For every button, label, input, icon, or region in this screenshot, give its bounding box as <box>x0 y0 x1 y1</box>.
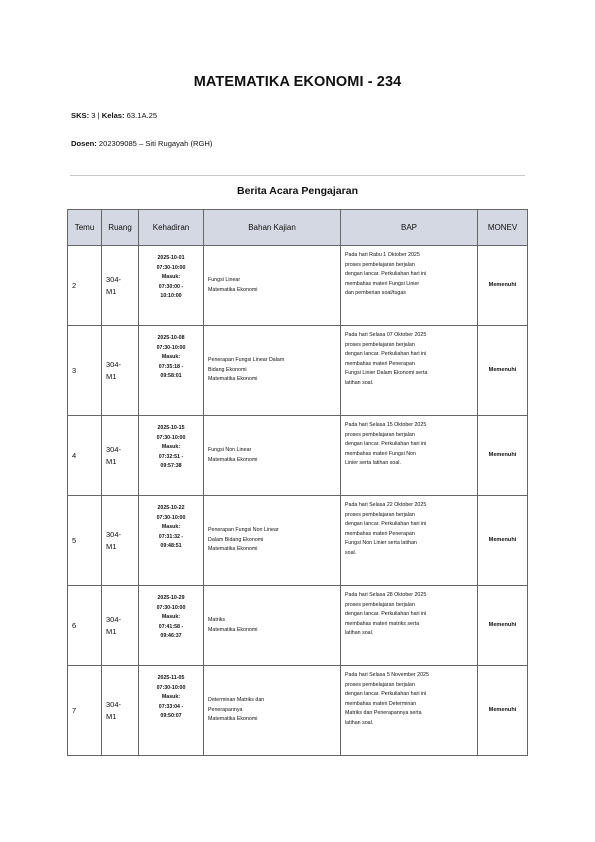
kehadiran-line: 07:41:58 - <box>158 623 184 630</box>
bahan-line: Bidang Ekonomi <box>208 366 247 373</box>
bahan-line: Penerapan Fungsi Non Linear <box>208 527 279 534</box>
bap-line: latihan soal. <box>345 379 374 386</box>
kehadiran-line: 07:30-10:00 <box>156 264 186 271</box>
cell-temu: 4 <box>68 416 102 496</box>
cell-monev: Memenuhi <box>478 326 528 416</box>
cell-bahan-kajian <box>204 496 341 586</box>
cell-temu: 5 <box>68 496 102 586</box>
table-row <box>68 496 528 586</box>
ruang-line: M1 <box>106 711 117 721</box>
cell-monev: Memenuhi <box>478 496 528 586</box>
kehadiran-line: 2025-10-08 <box>157 335 185 341</box>
cell-bahan-kajian <box>204 586 341 666</box>
cell-ruang <box>102 246 139 326</box>
bap-line: membahas materi Penerapan <box>345 360 415 367</box>
bap-line: proses pembelajaran berjalan <box>345 431 415 438</box>
kehadiran-line: 07:30-10:00 <box>156 344 186 351</box>
bahan-line: Matriks <box>208 617 226 623</box>
bap-line: Pada hari Selasa 5 November 2025 <box>345 672 429 678</box>
kehadiran-line: 10:10:00 <box>160 293 182 299</box>
bap-line: dengan lancar. Perkuliahan hari ini <box>345 271 427 277</box>
table-row <box>68 326 528 416</box>
kehadiran-line: 09:50:07 <box>160 713 182 719</box>
separator: | <box>97 111 100 120</box>
kehadiran-line: 07:31:32 - <box>158 533 184 540</box>
table-row <box>68 666 528 756</box>
kelas-label: Kelas: <box>101 111 125 120</box>
cell-kehadiran <box>139 416 204 496</box>
kehadiran-line: Masuk: <box>161 614 181 620</box>
bap-line: Pada hari Selasa 15 Oktober 2025 <box>345 422 427 428</box>
bahan-line: Matematika Ekonomi <box>208 456 258 463</box>
ruang-line: 304- <box>106 529 122 539</box>
course-info <box>71 111 157 120</box>
kehadiran-line: Masuk: <box>161 274 181 280</box>
bahan-line: Penerapan Fungsi Linear Dalam <box>208 357 285 364</box>
divider <box>70 175 525 176</box>
cell-kehadiran <box>139 666 204 756</box>
bap-line: dengan lancar. Perkuliahan hari ini <box>345 691 427 697</box>
cell-temu: 7 <box>68 666 102 756</box>
bap-line: proses pembelajaran berjalan <box>345 261 415 268</box>
col-header-kehadiran: Kehadiran <box>139 210 204 246</box>
bap-line: latihan soal. <box>345 630 374 636</box>
bap-line: membahas materi Penerapan <box>345 530 415 537</box>
kehadiran-line: Masuk: <box>161 694 181 700</box>
bahan-line: Dalam Bidang Ekonomi <box>208 536 264 543</box>
kehadiran-line: 07:30:00 - <box>158 283 184 290</box>
kehadiran-line: 2025-10-01 <box>157 255 185 261</box>
cell-temu: 3 <box>68 326 102 416</box>
cell-monev: Memenuhi <box>478 246 528 326</box>
kehadiran-line: 2025-10-22 <box>157 505 185 511</box>
kehadiran-line: 2025-11-05 <box>157 675 185 681</box>
col-header-temu: Temu <box>68 210 102 246</box>
kelas-value: 63.1A.25 <box>126 111 158 120</box>
bap-line: Pada hari Selasa 28 Oktober 2025 <box>345 592 427 598</box>
bap-line: dengan lancar. Perkuliahan hari ini <box>345 351 427 357</box>
lecturer-info <box>71 139 212 148</box>
bap-line: latihan soal. <box>345 719 374 726</box>
kehadiran-line: 07:32:51 - <box>158 453 184 460</box>
col-header-ruang: Ruang <box>102 210 139 246</box>
col-header-bahan-kajian: Bahan Kajian <box>204 210 341 246</box>
bap-line: Pada hari Selasa 22 Oktober 2025 <box>345 502 427 508</box>
cell-ruang <box>102 586 139 666</box>
bap-line: membahas materi Fungsi Non <box>345 450 416 457</box>
cell-monev: Memenuhi <box>478 416 528 496</box>
cell-bahan-kajian <box>204 246 341 326</box>
col-header-monev: MONEV <box>478 210 528 246</box>
bap-line: proses pembelajaran berjalan <box>345 601 415 608</box>
bap-line: Pada hari Selasa 07 Oktober 2025 <box>345 332 427 338</box>
cell-bap <box>341 416 478 496</box>
bahan-line: Matematika Ekonomi <box>208 626 258 633</box>
bahan-line: Matematika Ekonomi <box>208 376 258 383</box>
cell-kehadiran <box>139 586 204 666</box>
bahan-line: Fungsi Non Linear <box>208 447 252 453</box>
bap-line: membahas materi Fungsi Linier <box>345 280 420 287</box>
cell-bap <box>341 586 478 666</box>
kehadiran-line: 09:46:37 <box>160 633 182 639</box>
ruang-line: M1 <box>106 456 117 466</box>
ruang-line: 304- <box>106 614 122 624</box>
cell-kehadiran <box>139 496 204 586</box>
bap-line: soal. <box>345 549 357 556</box>
bap-line: dengan lancar. Perkuliahan hari ini <box>345 441 427 447</box>
kehadiran-line: 2025-10-29 <box>157 595 185 601</box>
kehadiran-line: 09:48:51 <box>160 543 182 549</box>
dosen-label: Dosen: <box>71 139 97 148</box>
bahan-line: Determinan Matriks dan <box>208 697 265 704</box>
bahan-line: Matematika Ekonomi <box>208 716 258 723</box>
cell-kehadiran <box>139 246 204 326</box>
bahan-line: Fungsi Linear <box>208 277 241 283</box>
bap-line: dengan lancar. Perkuliahan hari ini <box>345 521 427 527</box>
kehadiran-line: Masuk: <box>161 354 181 360</box>
section-title: Berita Acara Pengajaran <box>236 185 358 197</box>
kehadiran-line: 2025-10-15 <box>157 425 185 431</box>
table-header-row <box>68 210 528 246</box>
bap-line: proses pembelajaran berjalan <box>345 511 415 518</box>
cell-ruang <box>102 326 139 416</box>
cell-ruang <box>102 496 139 586</box>
sks-value: 3 <box>91 111 96 120</box>
cell-temu: 6 <box>68 586 102 666</box>
ruang-line: M1 <box>106 371 117 381</box>
kehadiran-line: 07:30-10:00 <box>156 684 186 691</box>
cell-ruang <box>102 416 139 496</box>
kehadiran-line: 07:30-10:00 <box>156 604 186 611</box>
ruang-line: M1 <box>106 626 117 636</box>
kehadiran-line: 09:57:38 <box>160 463 182 469</box>
bahan-line: Penerapannya <box>208 706 243 713</box>
cell-bahan-kajian <box>204 416 341 496</box>
bap-line: dengan lancar. Perkuliahan hari ini <box>345 611 427 617</box>
ruang-line: M1 <box>106 541 117 551</box>
sks-label: SKS: <box>71 111 90 120</box>
table-row <box>68 416 528 496</box>
bap-line: membahas materi Determinan <box>345 700 417 707</box>
bahan-line: Matematika Ekonomi <box>208 286 258 293</box>
bap-line: Fungsi Non Linier serta latihan <box>345 540 417 546</box>
table-row <box>68 586 528 666</box>
cell-bahan-kajian <box>204 326 341 416</box>
kehadiran-line: 07:35:18 - <box>158 363 184 370</box>
cell-bahan-kajian <box>204 666 341 756</box>
bap-line: dan pemberian soal/tugas <box>345 290 406 296</box>
bap-line: Linier serta latihan soal. <box>345 460 401 466</box>
ruang-line: 304- <box>106 444 122 454</box>
cell-kehadiran <box>139 326 204 416</box>
cell-bap <box>341 246 478 326</box>
bap-table <box>67 209 528 756</box>
bahan-line: Matematika Ekonomi <box>208 546 258 553</box>
dosen-value: 202309085 – Siti Rugayah (RGH) <box>98 139 213 148</box>
col-header-bap: BAP <box>341 210 478 246</box>
ruang-line: 304- <box>106 274 122 284</box>
cell-bap <box>341 326 478 416</box>
cell-bap <box>341 666 478 756</box>
bap-line: Fungsi Linier Dalam Ekonomi serta <box>345 370 428 376</box>
cell-temu: 2 <box>68 246 102 326</box>
table-row <box>68 246 528 326</box>
bap-line: Matriks dan Penerapannya serta <box>345 710 422 716</box>
kehadiran-line: Masuk: <box>161 444 181 450</box>
kehadiran-line: 07:33:04 - <box>158 703 184 710</box>
page-title: MATEMATIKA EKONOMI - 234 <box>193 74 402 90</box>
ruang-line: M1 <box>106 286 117 296</box>
kehadiran-line: 07:30-10:00 <box>156 514 186 521</box>
cell-ruang <box>102 666 139 756</box>
ruang-line: 304- <box>106 359 122 369</box>
cell-monev: Memenuhi <box>478 586 528 666</box>
cell-bap <box>341 496 478 586</box>
bap-line: proses pembelajaran berjalan <box>345 341 415 348</box>
cell-monev: Memenuhi <box>478 666 528 756</box>
kehadiran-line: 07:30-10:00 <box>156 434 186 441</box>
bap-line: Pada hari Rabu 1 Oktober 2025 <box>345 252 420 258</box>
kehadiran-line: Masuk: <box>161 524 181 530</box>
ruang-line: 304- <box>106 699 122 709</box>
bap-line: proses pembelajaran berjalan <box>345 681 415 688</box>
bap-line: membahas materi matriks serta <box>345 620 420 627</box>
kehadiran-line: 09:58:01 <box>160 373 182 379</box>
